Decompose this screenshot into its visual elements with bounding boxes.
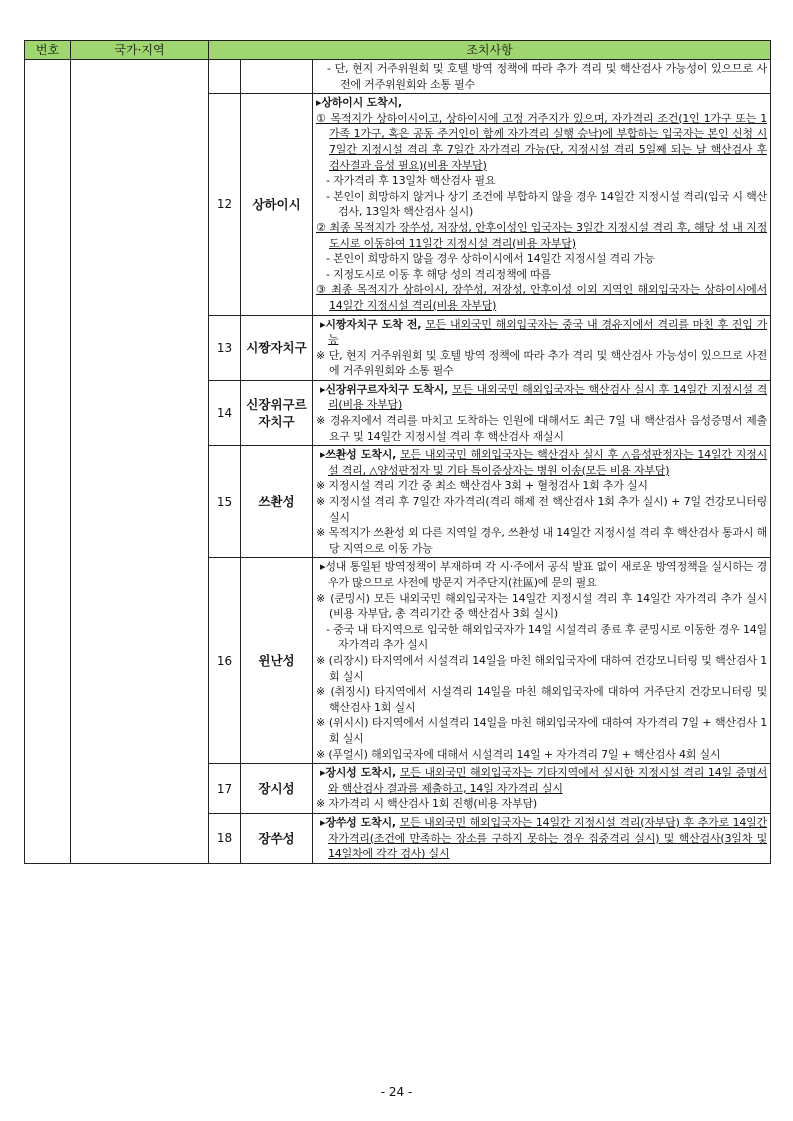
outer-region-cell [71, 60, 209, 864]
row-region: 시짱자치구 [241, 315, 313, 380]
bullet-icon: ▸ [320, 448, 326, 462]
page-number: - 24 - [380, 1085, 413, 1099]
row-lead: 모든 내외국민 해외입국자는 14일간 지정시설 격리(자부담) 후 추가로 14일간 자가격리(조건에 만족하는 장소를 구하지 못하는 경우 집중격리 실시) 및 핵산검사(3일차 및 14일차에 각각 검사) 실시 [328, 815, 768, 861]
body-line: ① 목적지가 상하이시이고, 상하이시에 고정 거주지가 있으며, 자가격리 조건(1인 1가구 또는 1가족 1가구, 혹은 공동 주거인이 함께 자가격리 실행 승낙)에 부합하는 입국자는 본인 신청 시 7일간 지정시설 격리 후 7일간 자가격리 가능(단, 지정시설 격리 5일째 되는 날 핵산검사 후 검사결과 음성 필요)(비용 자부담) [316, 111, 768, 172]
header-num: 번호 [25, 41, 71, 60]
row-num: 13 [209, 315, 241, 380]
row-title: 시짱자치구 도착 전, [325, 317, 422, 331]
row-region: 윈난성 [241, 558, 313, 764]
row-num: 14 [209, 380, 241, 445]
body-line: ※ 단, 현지 거주위원회 및 호텔 방역 정책에 따라 추가 격리 및 핵산검사 가능성이 있으므로 사전에 거주위원회와 소통 필수 [316, 348, 768, 378]
row-region [241, 60, 313, 94]
row-region: 장쑤성 [241, 813, 313, 863]
row-title: 신장위구르자치구 도착시, [325, 382, 449, 396]
row-body [313, 558, 771, 764]
bullet-icon: ▸ [316, 96, 322, 110]
row-num: 12 [209, 94, 241, 315]
body-line: - 중국 내 타지역으로 입국한 해외입국자가 14일 시설격리 종료 후 쿤밍시로 이동한 경우 14일 자가격리 추가 실시 [326, 622, 768, 652]
row-lead: 모든 내외국민 해외입국자는 기타지역에서 실시한 지정시설 격리 14일 증명서와 핵산검사 결과를 제출하고, 14일 자가격리 실시 [328, 766, 768, 795]
row-lead: 모든 내외국민 해외입국자는 중국 내 경유지에서 격리를 마친 후 진입 가능 [328, 317, 768, 347]
row-body [313, 315, 771, 380]
row-title: 장쑤성 도착시, [325, 815, 396, 829]
bullet-icon: ▸ [320, 382, 326, 396]
body-line: - 본인이 희망하지 않을 경우 상하이시에서 14일간 지정시설 격리 가능 [326, 252, 655, 266]
row-region: 신장위구르 자치구 [241, 380, 313, 445]
body-line: ※ 지정시설 격리 기간 중 최소 핵산검사 3회 + 혈청검사 1회 추가 실시 [316, 479, 648, 493]
bullet-icon: ▸ [320, 815, 326, 829]
outer-num-cell [25, 60, 71, 864]
body-line: ※ (쿤밍시) 모든 내외국민 해외입국자는 14일간 지정시설 격리 후 14일간 자가격리 추가 실시(비용 자부담, 총 격리기간 중 핵산검사 3회 실시) [316, 591, 768, 621]
row-body [313, 764, 771, 814]
row-body [313, 94, 771, 315]
body-line: ▸성내 통일된 방역정책이 부재하며 각 시·주에서 공식 발표 없이 새로운 방역정책을 실시하는 경우가 많으므로 사전에 방문지 거주단지(社區)에 문의 필요 [320, 560, 768, 589]
body-line: ※ (위시시) 타지역에서 시설격리 14일을 마친 해외입국자에 대하여 자가격리 7일 + 핵산검사 1회 실시 [316, 716, 768, 745]
header-region: 국가·지역 [71, 41, 209, 60]
body-line: ② 최종 목적지가 장쑤성, 저장성, 안후이성인 입국자는 3일간 지정시설 격리 후, 해당 성 내 지정도시로 이동하여 11일간 지정시설 격리(비용 자부담) [316, 220, 768, 250]
body-line: - 지정도시로 이동 후 해당 성의 격리정책에 따름 [326, 267, 551, 281]
body-line: ③ 최종 목적지가 상하이시, 장쑤성, 저장성, 안후이성 이외 지역인 해외입국자는 상하이시에서 14일간 지정시설 격리(비용 자부담) [316, 283, 768, 312]
row-region: 장시성 [241, 764, 313, 814]
row-title: 상하이시 도착시, [321, 96, 402, 110]
measures-table [24, 40, 771, 864]
body-line: - 단, 현지 거주위원회 및 호텔 방역 정책에 따라 추가 격리 및 핵산검사 가능성이 있으므로 사전에 거주위원회와 소통 필수 [327, 62, 768, 91]
body-line: ※ (리장시) 타지역에서 시설격리 14일을 마친 해외입국자에 대하여 건강모니터링 및 핵산검사 1회 실시 [316, 653, 768, 683]
row-num [209, 60, 241, 94]
bullet-icon: ▸ [320, 766, 326, 780]
body-line: - 자가격리 후 13일차 핵산검사 필요 [326, 174, 496, 188]
document-page [24, 40, 770, 864]
row-lead: 모든 내외국민 해외입국자는 핵산검사 실시 후 14일간 지정시설 격리(비용 자부담) [328, 382, 768, 412]
body-line: - 본인이 희망하지 않거나 상기 조건에 부합하지 않을 경우 14일간 지정시설 격리(입국 시 핵산검사, 13일차 핵산검사 실시) [326, 189, 768, 219]
row-region: 상하이시 [241, 94, 313, 315]
row-lead: 모든 내외국민 해외입국자는 핵산검사 실시 후 △음성판정자는 14일간 지정시설 격리, △양성판정자 및 기타 특이증상자는 병원 이송(모든 비용 자부담) [328, 448, 768, 477]
body-line: ※ (푸얼시) 해외입국자에 대해서 시설격리 14일 + 자가격리 7일 + 핵산검사 4회 실시 [316, 747, 721, 761]
header-action: 조치사항 [209, 41, 771, 60]
row-num: 18 [209, 813, 241, 863]
row-title: 장시성 도착시, [325, 766, 396, 780]
body-line: ※ 자가격리 시 핵산검사 1회 진행(비용 자부담) [316, 797, 538, 811]
table-row [25, 60, 771, 94]
row-num: 15 [209, 446, 241, 558]
body-line: ※ 목적지가 쓰촨성 외 다른 지역일 경우, 쓰촨성 내 14일간 지정시설 격리 후 핵산검사 통과시 해당 지역으로 이동 가능 [316, 526, 768, 555]
body-line: ※ 경유지에서 격리를 마치고 도착하는 인원에 대해서도 최근 7일 내 핵산검사 음성증명서 제출 요구 및 14일간 지정시설 격리 후 핵산검사 재실시 [316, 414, 768, 443]
row-region: 쓰촨성 [241, 446, 313, 558]
row-body [313, 380, 771, 445]
row-body [313, 60, 771, 94]
row-body [313, 446, 771, 558]
row-num: 17 [209, 764, 241, 814]
table-header-row [25, 41, 771, 60]
body-line: ※ 지정시설 격리 후 7일간 자가격리(격리 해제 전 핵산검사 1회 추가 실시) + 7일 건강모니터링 실시 [316, 495, 768, 524]
row-body [313, 813, 771, 863]
bullet-icon: ▸ [320, 317, 326, 331]
body-line: ※ (취징시) 타지역에서 시설격리 14일을 마친 해외입국자에 대하여 거주단지 건강모니터링 및 핵산검사 1회 실시 [316, 685, 768, 714]
row-num: 16 [209, 558, 241, 764]
row-title: 쓰촨성 도착시, [325, 448, 397, 462]
